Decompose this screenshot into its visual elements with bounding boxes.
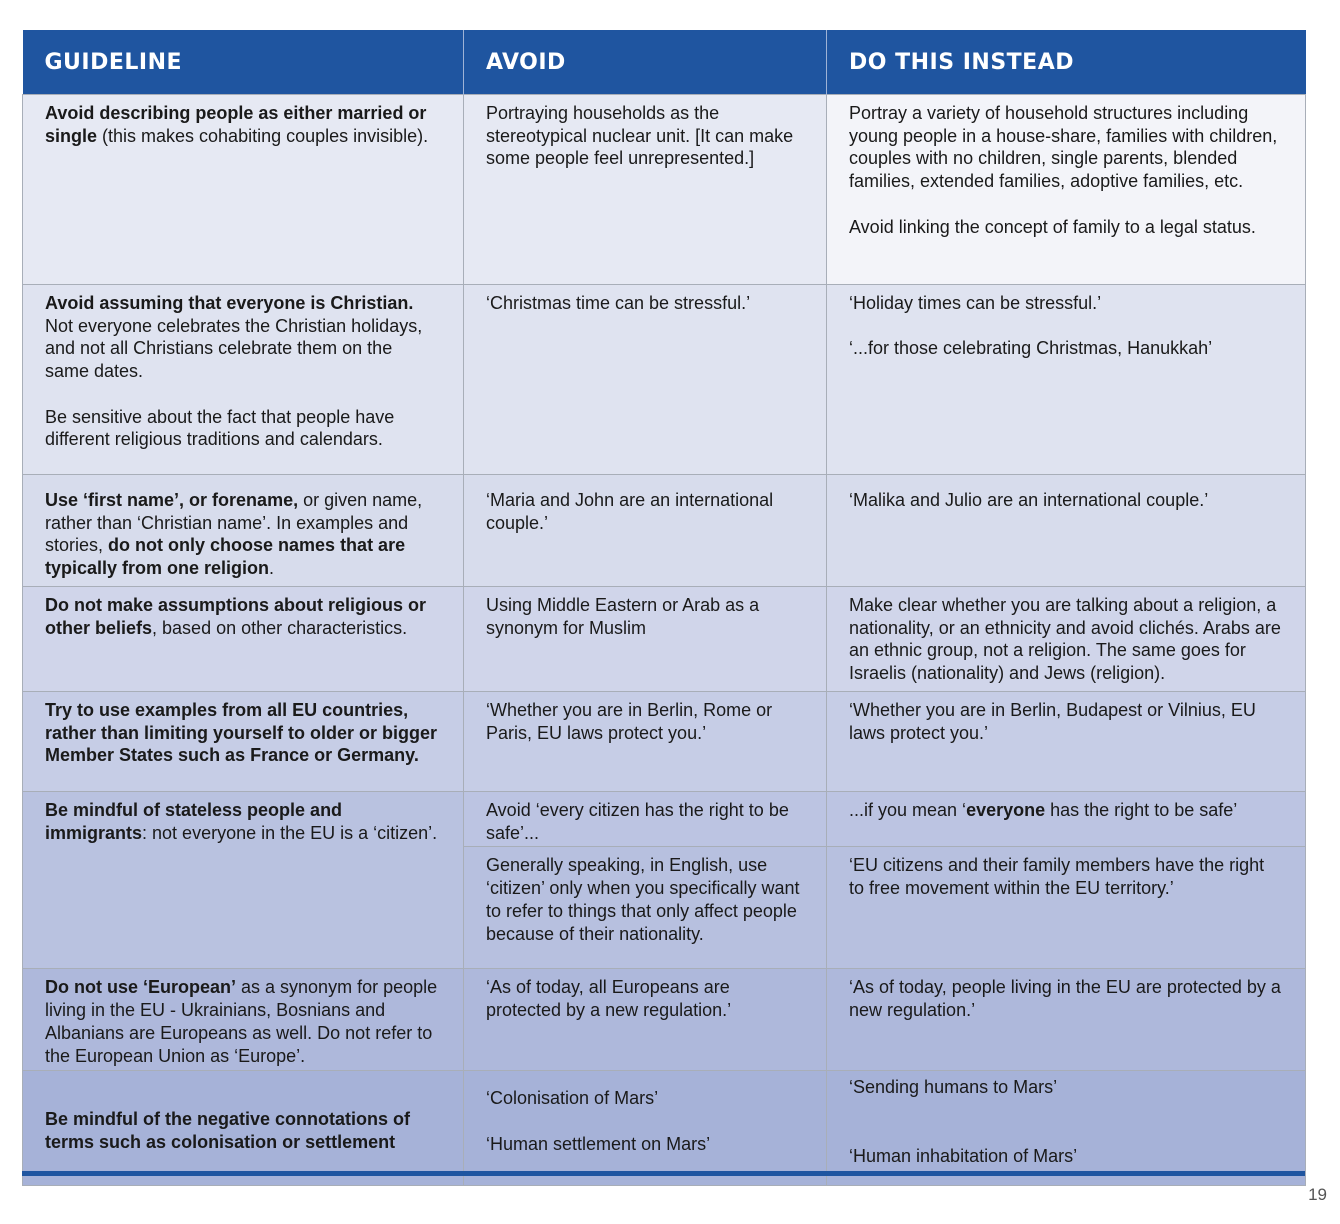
guideline-cell: Do not use ‘European’ as a synonym for people living in the EU - Ukrainians, Bosnians and Albanians are Europeans as well. Do not refer to the European Union as ‘Europe’. <box>23 969 464 1071</box>
guideline-cell: Be mindful of the negative connotations of terms such as colonisation or settlement <box>23 1071 464 1186</box>
avoid-cell: ‘Maria and John are an international couple.’ <box>464 475 827 587</box>
table-row <box>23 792 1306 847</box>
instead-cell: Make clear whether you are talking about a religion, a nationality, or an ethnicity and avoid clichés. Arabs are an ethnic group, not a religion. The same goes for Israelis (nationality) and Jews (religion). <box>827 587 1306 692</box>
guidelines-table <box>22 30 1306 1186</box>
table-row <box>23 1071 1306 1186</box>
instead-cell: ‘EU citizens and their family members have the right to free movement within the EU territory.’ <box>827 847 1306 969</box>
instead-cell: ‘Malika and Julio are an international couple.’ <box>827 475 1306 587</box>
column-header-do-this-instead: DO THIS INSTEAD <box>827 30 1306 95</box>
instead-cell: ‘Sending humans to Mars’ ‘Human inhabitation of Mars’ <box>827 1071 1306 1186</box>
avoid-cell: ‘Christmas time can be stressful.’ <box>464 285 827 475</box>
avoid-cell: ‘Whether you are in Berlin, Rome or Paris, EU laws protect you.’ <box>464 692 827 792</box>
table-bottom-rule <box>22 1171 1305 1176</box>
table-header-row <box>23 30 1306 95</box>
avoid-cell: Avoid ‘every citizen has the right to be safe’... <box>464 792 827 847</box>
column-header-guideline: GUIDELINE <box>23 30 464 95</box>
avoid-cell: ‘As of today, all Europeans are protected by a new regulation.’ <box>464 969 827 1071</box>
guideline-cell: Try to use examples from all EU countries, rather than limiting yourself to older or bigger Member States such as France or Germany. <box>23 692 464 792</box>
instead-cell: Portray a variety of household structures including young people in a house-share, families with children, couples with no children, single parents, blended families, extended families, adoptive families, etc. Avoid linking the concept of family to a legal status. <box>827 95 1306 285</box>
instead-cell: ‘Whether you are in Berlin, Budapest or Vilnius, EU laws protect you.’ <box>827 692 1306 792</box>
column-header-avoid: AVOID <box>464 30 827 95</box>
guideline-cell: Avoid describing people as either married or single (this makes cohabiting couples invisible). <box>23 95 464 285</box>
instead-cell: ‘As of today, people living in the EU are protected by a new regulation.’ <box>827 969 1306 1071</box>
guideline-cell: Avoid assuming that everyone is Christian. Not everyone celebrates the Christian holidays, and not all Christians celebrate them on the same dates. Be sensitive about the fact that people have different religious traditions and calendars. <box>23 285 464 475</box>
guideline-cell: Be mindful of stateless people and immigrants: not everyone in the EU is a ‘citizen’. <box>23 792 464 969</box>
table-row <box>23 969 1306 1071</box>
avoid-cell: Generally speaking, in English, use ‘citizen’ only when you specifically want to refer to things that only affect people because of their nationality. <box>464 847 827 969</box>
table-row <box>23 475 1306 587</box>
table-row <box>23 95 1306 285</box>
instead-cell: ‘Holiday times can be stressful.’ ‘...for those celebrating Christmas, Hanukkah’ <box>827 285 1306 475</box>
guideline-cell: Use ‘first name’, or forename, or given name, rather than ‘Christian name’. In examples and stories, do not only choose names that are typically from one religion. <box>23 475 464 587</box>
page-number: 19 <box>1308 1185 1327 1204</box>
table-row <box>23 692 1306 792</box>
avoid-cell: Using Middle Eastern or Arab as a synonym for Muslim <box>464 587 827 692</box>
table-row <box>23 285 1306 475</box>
avoid-cell: ‘Colonisation of Mars’ ‘Human settlement on Mars’ <box>464 1071 827 1186</box>
table-row <box>23 587 1306 692</box>
guideline-cell: Do not make assumptions about religious or other beliefs, based on other characteristics. <box>23 587 464 692</box>
avoid-cell: Portraying households as the stereotypical nuclear unit. [It can make some people feel unrepresented.] <box>464 95 827 285</box>
instead-cell: ...if you mean ‘everyone has the right to be safe’ <box>827 792 1306 847</box>
